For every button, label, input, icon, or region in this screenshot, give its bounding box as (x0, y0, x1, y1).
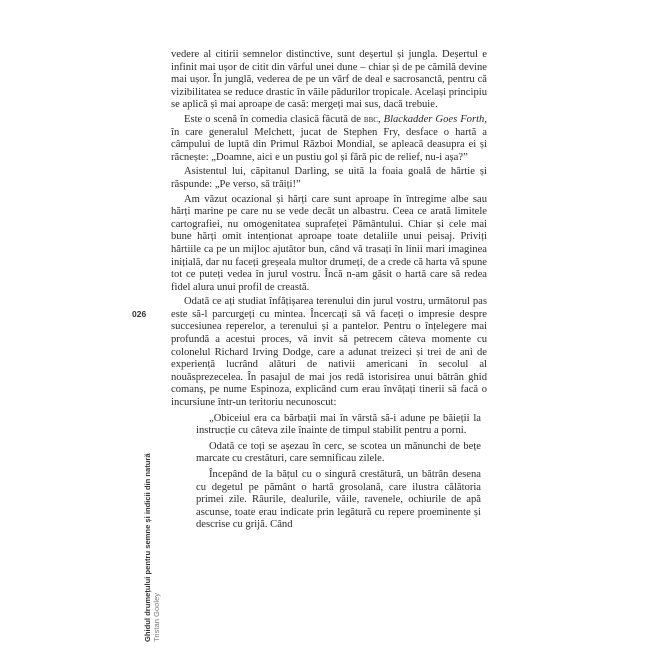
block-quote (196, 413, 481, 532)
text-segment: , (377, 113, 384, 125)
paragraph: vedere al citirii semnelor distinctive, sunt deșertul și jungla. Deșertul e infinit mai ușor de citit din vârful unei dune – chiar și de pe cămilă devine mai ușor. În junglă, vederea de pe un vârf de deal e sacrosanctă, pentru că vizibilitatea se reduce drastic în văile pădurilor tropicale. Același principiu se aplică și mai aproape de casă: mergeți mai sus, dacă trebuie. (171, 49, 487, 111)
quote-paragraph: „Obiceiul era ca bărbații mai în vârstă să-i adune pe băieții la instrucție cu câteva zile înainte de timpul stabilit pentru a porni. (196, 412, 481, 437)
paragraph: Am văzut ocazional și hărți care sunt aproape în întregime albe sau hărți marine pe care nu se vede decât un albastru. Ceea ce arată limitele cartografiei, nu omogenitatea suprafeței Pământului. Chiar și cele mai bune hărți omit intenționat aproape toate detaliile unui peisaj. Priviți hârtiile ca pe un mijloc ajutător bun, când vă trasați în linii mari imaginea inițială, dar nu faceți greșeala multor drumeți, de a crede că harta vă spune tot ce puteți vedea în jurul vostru. Încă n-am găsit o hartă care să redea fidel alura unui profil de creastă. (171, 193, 487, 293)
paragraph: Asistentul lui, căpitanul Darling, se uită la foaia goală de hârtie și răspunde: „Pe verso, să trăiți!” (171, 166, 487, 190)
paragraph: Odată ce ați studiat înfățișarea terenului din jurul vostru, următorul pas este să-l parcurgeți cu mintea. Încercați să vă faceți o impresie despre succesiunea reperelor, a terenului și a pantelor. Pentru o înțelegere mai profundă a acestui proces, vă invit să petrecem câteva momente cu colonelul Richard Irving Dodge, care a adunat treizeci și trei de ani de experiență lucrând alături de nativii americani în secolul al nouăsprezecelea. În pasajul de mai jos redă istorisirea unui bătrân ghid comanș, pe nume Espinoza, explicând cum erau învățați tinerii să facă o incursiune într-un teritoriu necunoscut: (171, 296, 487, 409)
show-title: Blackadder Goes Forth (383, 113, 485, 125)
paragraph (171, 114, 487, 164)
page-number: 026 (132, 309, 147, 319)
running-head-author: Tristan Gooley (152, 592, 161, 642)
quote-paragraph: Începând de la bățul cu o singură crestătură, un bătrân desena cu degetul pe pământ o hartă grosolană, care ilustra călătoria primei zile. Râurile, dealurile, văile, ravenele, ochiurile de apă ascunse, toate erau indicate prin legătură cu repere proeminente și descrise cu grijă. Când (196, 469, 481, 531)
quote-paragraph: Odată ce toți se așezau în cerc, se scotea un mănunchi de bețe marcate cu crestături, care semnificau zilele. (196, 440, 481, 465)
body-text (171, 49, 487, 532)
running-head-title: Ghidul drumețului pentru semne și indicii din natură (143, 453, 152, 642)
text-segment: , în care generalul Melchett, jucat de Stephen Fry, desface o hartă a câmpului de luptă din Primul Război Mondial, se apleacă deasupra ei și răcnește: „Doamne, aici e un pustiu gol și fără pic de relief, nu-i așa?” (171, 113, 487, 163)
text-segment: Este o scenă în comedia clasică făcută de (184, 113, 364, 125)
broadcaster-name: bbc (363, 114, 378, 125)
running-head (143, 453, 161, 642)
